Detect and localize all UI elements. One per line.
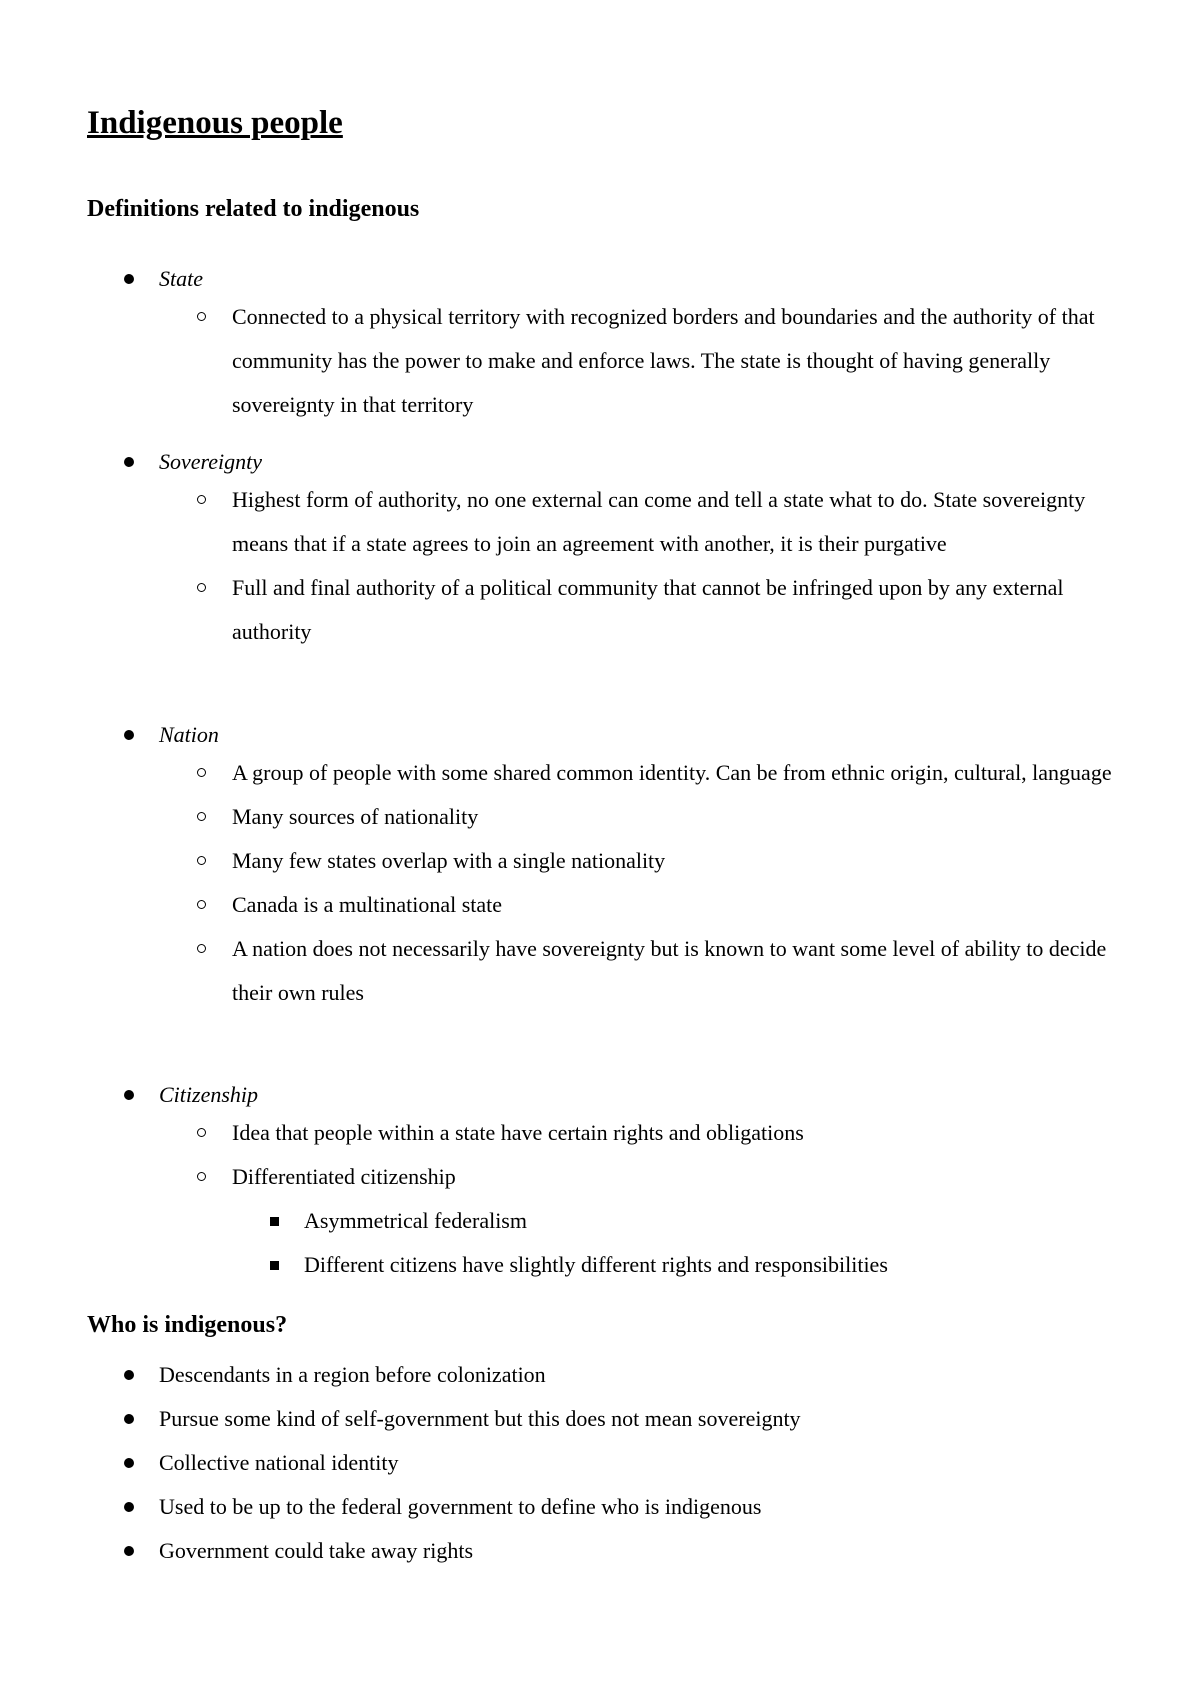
who-item-text: Descendants in a region before colonization [159,1362,546,1387]
definition-point-row [0,1155,1200,1199]
definition-point [0,883,1200,927]
definition-term-row [0,262,1200,295]
definition-subpoint [0,1199,1200,1243]
hollow-bullet-icon [197,312,206,321]
subpoint-text: Asymmetrical federalism [304,1208,527,1233]
bullet-icon [124,1502,134,1512]
who-item-text: Pursue some kind of self-government but this does not mean sovereignty [159,1406,801,1431]
definition-subpoint [0,1243,1200,1287]
who-heading: Who is indigenous? [87,1312,288,1338]
definition-term: Citizenship [159,1082,259,1107]
definition-point [0,927,1200,1015]
square-bullet-icon [270,1261,279,1270]
who-item-text: Government could take away rights [159,1538,474,1563]
definition-point [0,839,1200,883]
point-text: Highest form of authority, no one external can come and tell a state what to do. State sovereignty means that if a state agrees to join an agreement with another, it is their purgative [232,487,1086,556]
definition-item [0,718,1200,1015]
who-item [0,1441,1200,1485]
bullet-icon [124,274,134,284]
bullet-icon [124,1370,134,1380]
definition-term: State [159,266,203,291]
bullet-icon [124,457,134,467]
definition-subpoints [0,1199,1200,1287]
definition-points [0,751,1200,1015]
definition-point [0,1111,1200,1155]
definition-point [0,566,1200,654]
hollow-bullet-icon [197,768,206,777]
bullet-icon [124,1458,134,1468]
definition-list-state [0,262,1200,427]
hollow-bullet-icon [197,1172,206,1181]
point-text: Many sources of nationality [232,804,479,829]
definition-point [0,795,1200,839]
hollow-bullet-icon [197,583,206,592]
definition-term-row [0,445,1200,478]
who-item [0,1353,1200,1397]
point-text: Canada is a multinational state [232,892,503,917]
bullet-icon [124,1090,134,1100]
hollow-bullet-icon [197,856,206,865]
point-text: Connected to a physical territory with recognized borders and boundaries and the authority of that community has the power to make and enforce laws. The state is thought of having generally sovereignty in that territory [232,304,1095,417]
definition-term: Nation [159,722,219,747]
definition-item [0,262,1200,427]
who-list [0,1353,1200,1573]
hollow-bullet-icon [197,812,206,821]
who-item [0,1397,1200,1441]
bullet-icon [124,1414,134,1424]
definition-points [0,478,1200,654]
subpoint-text: Different citizens have slightly different rights and responsibilities [304,1252,888,1277]
definition-term: Sovereignty [159,449,263,474]
definition-points [0,295,1200,427]
hollow-bullet-icon [197,944,206,953]
definition-term-row [0,718,1200,751]
definitions-heading: Definitions related to indigenous [87,196,420,222]
definition-item [0,1078,1200,1287]
point-text: Differentiated citizenship [232,1164,456,1189]
who-item-text: Collective national identity [159,1450,399,1475]
page-title: Indigenous people [87,105,343,141]
bullet-icon [124,730,134,740]
definition-point [0,478,1200,566]
definition-term-row [0,1078,1200,1111]
hollow-bullet-icon [197,1128,206,1137]
hollow-bullet-icon [197,900,206,909]
point-text: A nation does not necessarily have sovereignty but is known to want some level of ability to decide their own rules [232,936,1107,1005]
point-text: Idea that people within a state have certain rights and obligations [232,1120,804,1145]
hollow-bullet-icon [197,495,206,504]
who-item-text: Used to be up to the federal government to define who is indigenous [159,1494,762,1519]
square-bullet-icon [270,1217,279,1226]
who-item [0,1485,1200,1529]
definition-point [0,751,1200,795]
definition-point [0,1155,1200,1287]
who-item [0,1529,1200,1573]
definition-item [0,445,1200,654]
definition-list-sovereignty [0,445,1200,654]
point-text: A group of people with some shared common identity. Can be from ethnic origin, cultural, language [232,760,1112,785]
definition-point [0,295,1200,427]
point-text: Full and final authority of a political community that cannot be infringed upon by any external authority [232,575,1064,644]
bullet-icon [124,1546,134,1556]
definition-list-nation [0,718,1200,1015]
definition-points [0,1111,1200,1287]
definition-list-citizenship [0,1078,1200,1287]
point-text: Many few states overlap with a single nationality [232,848,666,873]
